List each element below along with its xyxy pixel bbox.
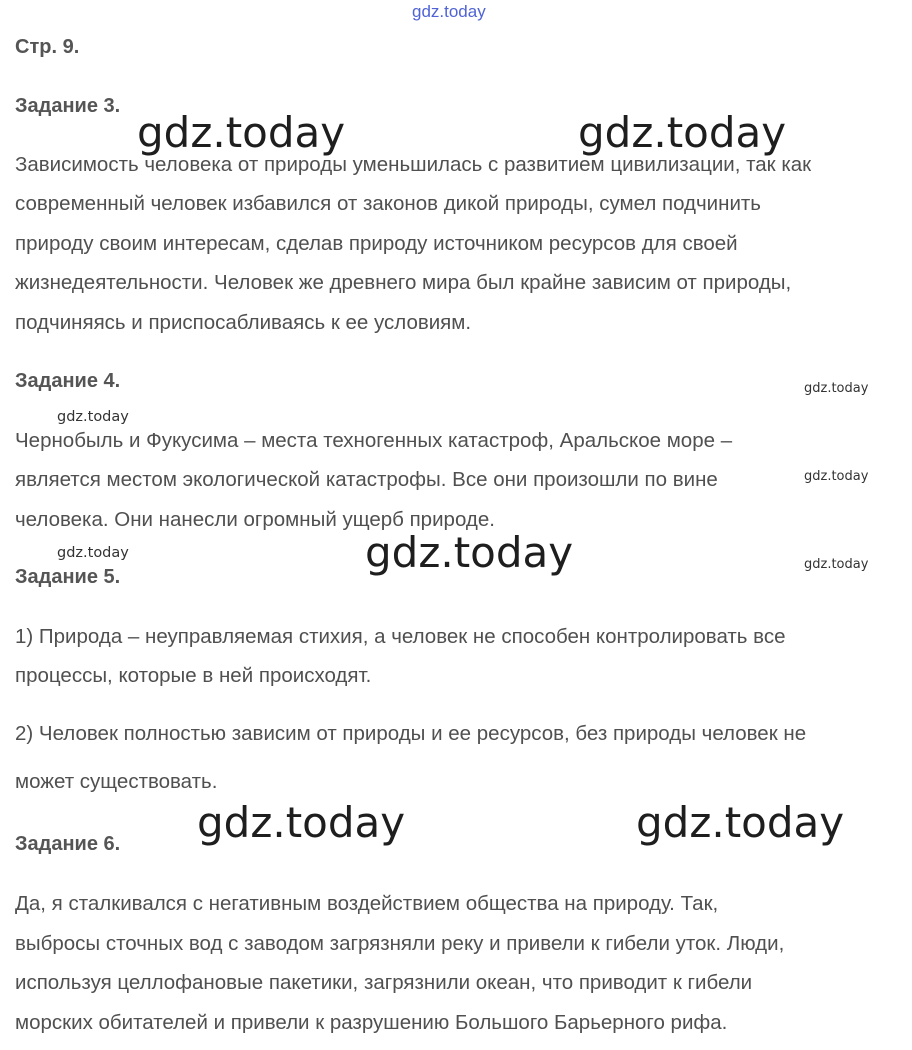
task-4-line: является местом экологической катастрофы. Все они произошли по вине <box>15 468 718 491</box>
page-label: Стр. 9. <box>15 36 80 58</box>
task-3-line: подчиняясь и приспосабливаясь к ее условиям. <box>15 311 472 334</box>
watermark-large: gdz.today <box>365 528 574 577</box>
watermark-large: gdz.today <box>197 798 406 847</box>
task-5-heading: Задание 5. <box>15 566 121 588</box>
task-6-heading: Задание 6. <box>15 833 121 855</box>
task-6-line: выбросы сточных вод с заводом загрязняли реку и привели к гибели уток. Люди, <box>15 932 785 955</box>
task-3-line: Зависимость человека от природы уменьшилась с развитием цивилизации, так как <box>15 153 812 176</box>
task-3-line: природу своим интересам, сделав природу источником ресурсов для своей <box>15 232 738 255</box>
task-4-line: Чернобыль и Фукусима – места техногенных катастроф, Аральское море – <box>15 429 733 452</box>
watermark-small: gdz.today <box>57 545 129 561</box>
watermark-small: gdz.today <box>804 557 869 572</box>
task-3-heading: Задание 3. <box>15 95 121 117</box>
task-5-line: может существовать. <box>15 770 218 793</box>
task-4-line: человека. Они нанесли огромный ущерб природе. <box>15 508 495 531</box>
watermark-small: gdz.today <box>804 381 869 396</box>
task-6-line: используя целлофановые пакетики, загрязнили океан, что приводит к гибели <box>15 971 753 994</box>
task-5-line: 2) Человек полностью зависим от природы и ее ресурсов, без природы человек не <box>15 722 807 745</box>
task-6-line: морских обитателей и привели к разрушению Большого Барьерного рифа. <box>15 1011 728 1034</box>
task-5-line: 1) Природа – неуправляемая стихия, а человек не способен контролировать все <box>15 625 786 648</box>
task-6-line: Да, я сталкивался с негативным воздействием общества на природу. Так, <box>15 892 719 915</box>
task-3-line: жизнедеятельности. Человек же древнего мира был крайне зависим от природы, <box>15 271 792 294</box>
task-4-heading: Задание 4. <box>15 370 121 392</box>
watermark-top: gdz.today <box>412 2 486 21</box>
watermark-small: gdz.today <box>57 409 129 425</box>
watermark-small: gdz.today <box>804 469 869 484</box>
watermark-large: gdz.today <box>636 798 845 847</box>
task-5-line: процессы, которые в ней происходят. <box>15 664 372 687</box>
task-3-line: современный человек избавился от законов дикой природы, сумел подчинить <box>15 192 761 215</box>
watermark-large: gdz.today <box>137 108 346 157</box>
watermark-large: gdz.today <box>578 108 787 157</box>
